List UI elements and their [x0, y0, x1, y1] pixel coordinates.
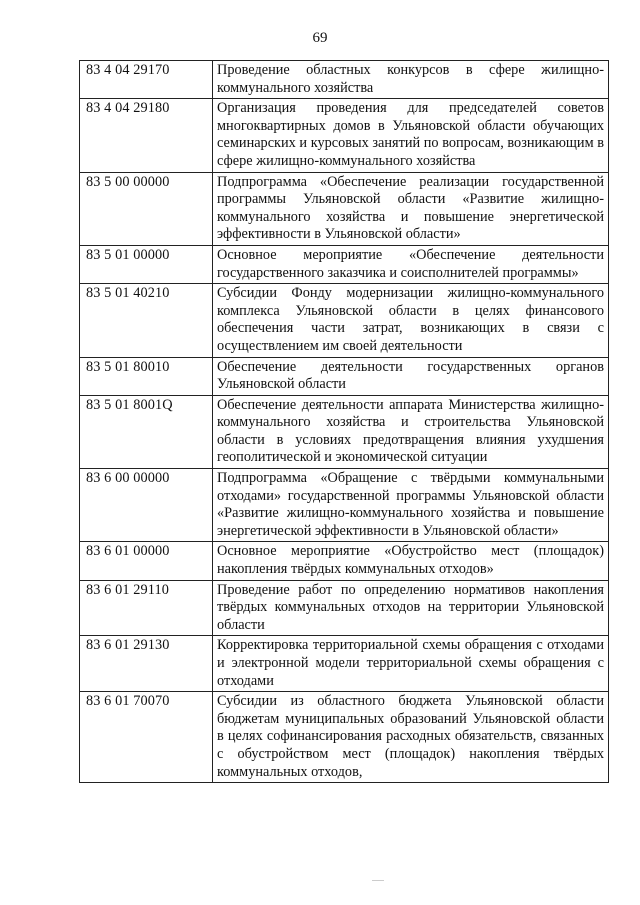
table-row — [80, 395, 609, 468]
row-code: 83 6 01 29110 — [80, 580, 213, 636]
row-description: Подпрограмма «Обращение с твёрдыми коммунальными отходами» государственной программы Ульяновской области «Развитие жилищно-коммунального хозяйства и повышение энергетической эффективности в Ульяновской области» — [213, 469, 609, 542]
row-description: Обеспечение деятельности аппарата Министерства жилищно-коммунального хозяйства и строительства Ульяновской области в условиях предотвращения влияния ухудшения геополитической и экономической ситуации — [213, 395, 609, 468]
row-description: Основное мероприятие «Обустройство мест (площадок) накопления твёрдых коммунальных отходов» — [213, 542, 609, 580]
row-code: 83 5 01 40210 — [80, 284, 213, 357]
scan-artifact-mark — [372, 880, 384, 881]
page-number: 69 — [312, 30, 328, 46]
row-code: 83 6 01 70070 — [80, 692, 213, 783]
row-description: Подпрограмма «Обеспечение реализации государственной программы Ульяновской области «Развитие жилищно-коммунального хозяйства и повышение энергетической эффективности в Ульяновской области» — [213, 172, 609, 245]
table-row — [80, 692, 609, 783]
table-row — [80, 580, 609, 636]
row-code: 83 5 01 00000 — [80, 245, 213, 283]
row-code: 83 5 01 8001Q — [80, 395, 213, 468]
table-row — [80, 99, 609, 172]
table-row — [80, 636, 609, 692]
table-row — [80, 284, 609, 357]
row-code: 83 4 04 29180 — [80, 99, 213, 172]
row-description: Субсидии из областного бюджета Ульяновской области бюджетам муниципальных образований Ульяновской области в целях софинансирования расходных обязательств, связанных с обустройством мест (площадок) накопления твёрдых коммунальных отходов, — [213, 692, 609, 783]
row-description: Корректировка территориальной схемы обращения с отходами и электронной модели территориальной схемы обращения с отходами — [213, 636, 609, 692]
row-code: 83 6 01 29130 — [80, 636, 213, 692]
row-code: 83 6 00 00000 — [80, 469, 213, 542]
table-row — [80, 542, 609, 580]
row-code: 83 6 01 00000 — [80, 542, 213, 580]
budget-classification-table — [79, 60, 609, 783]
table-row — [80, 61, 609, 99]
table-row — [80, 172, 609, 245]
row-description: Проведение областных конкурсов в сфере жилищно-коммунального хозяйства — [213, 61, 609, 99]
table-row — [80, 357, 609, 395]
row-code: 83 5 01 80010 — [80, 357, 213, 395]
row-description: Субсидии Фонду модернизации жилищно-коммунального комплекса Ульяновской области в целях финансового обеспечения части затрат, возникающих в связи с осуществлением им своей деятельности — [213, 284, 609, 357]
row-description: Организация проведения для председателей советов многоквартирных домов в Ульяновской области обучающих семинарских и курсовых занятий по вопросам, возникающим в сфере жилищно-коммунального хозяйства — [213, 99, 609, 172]
row-description: Основное мероприятие «Обеспечение деятельности государственного заказчика и соисполнителей программы» — [213, 245, 609, 283]
row-description: Проведение работ по определению нормативов накопления твёрдых коммунальных отходов на территории Ульяновской области — [213, 580, 609, 636]
row-code: 83 4 04 29170 — [80, 61, 213, 99]
table-row — [80, 469, 609, 542]
table-row — [80, 245, 609, 283]
row-description: Обеспечение деятельности государственных органов Ульяновской области — [213, 357, 609, 395]
row-code: 83 5 00 00000 — [80, 172, 213, 245]
